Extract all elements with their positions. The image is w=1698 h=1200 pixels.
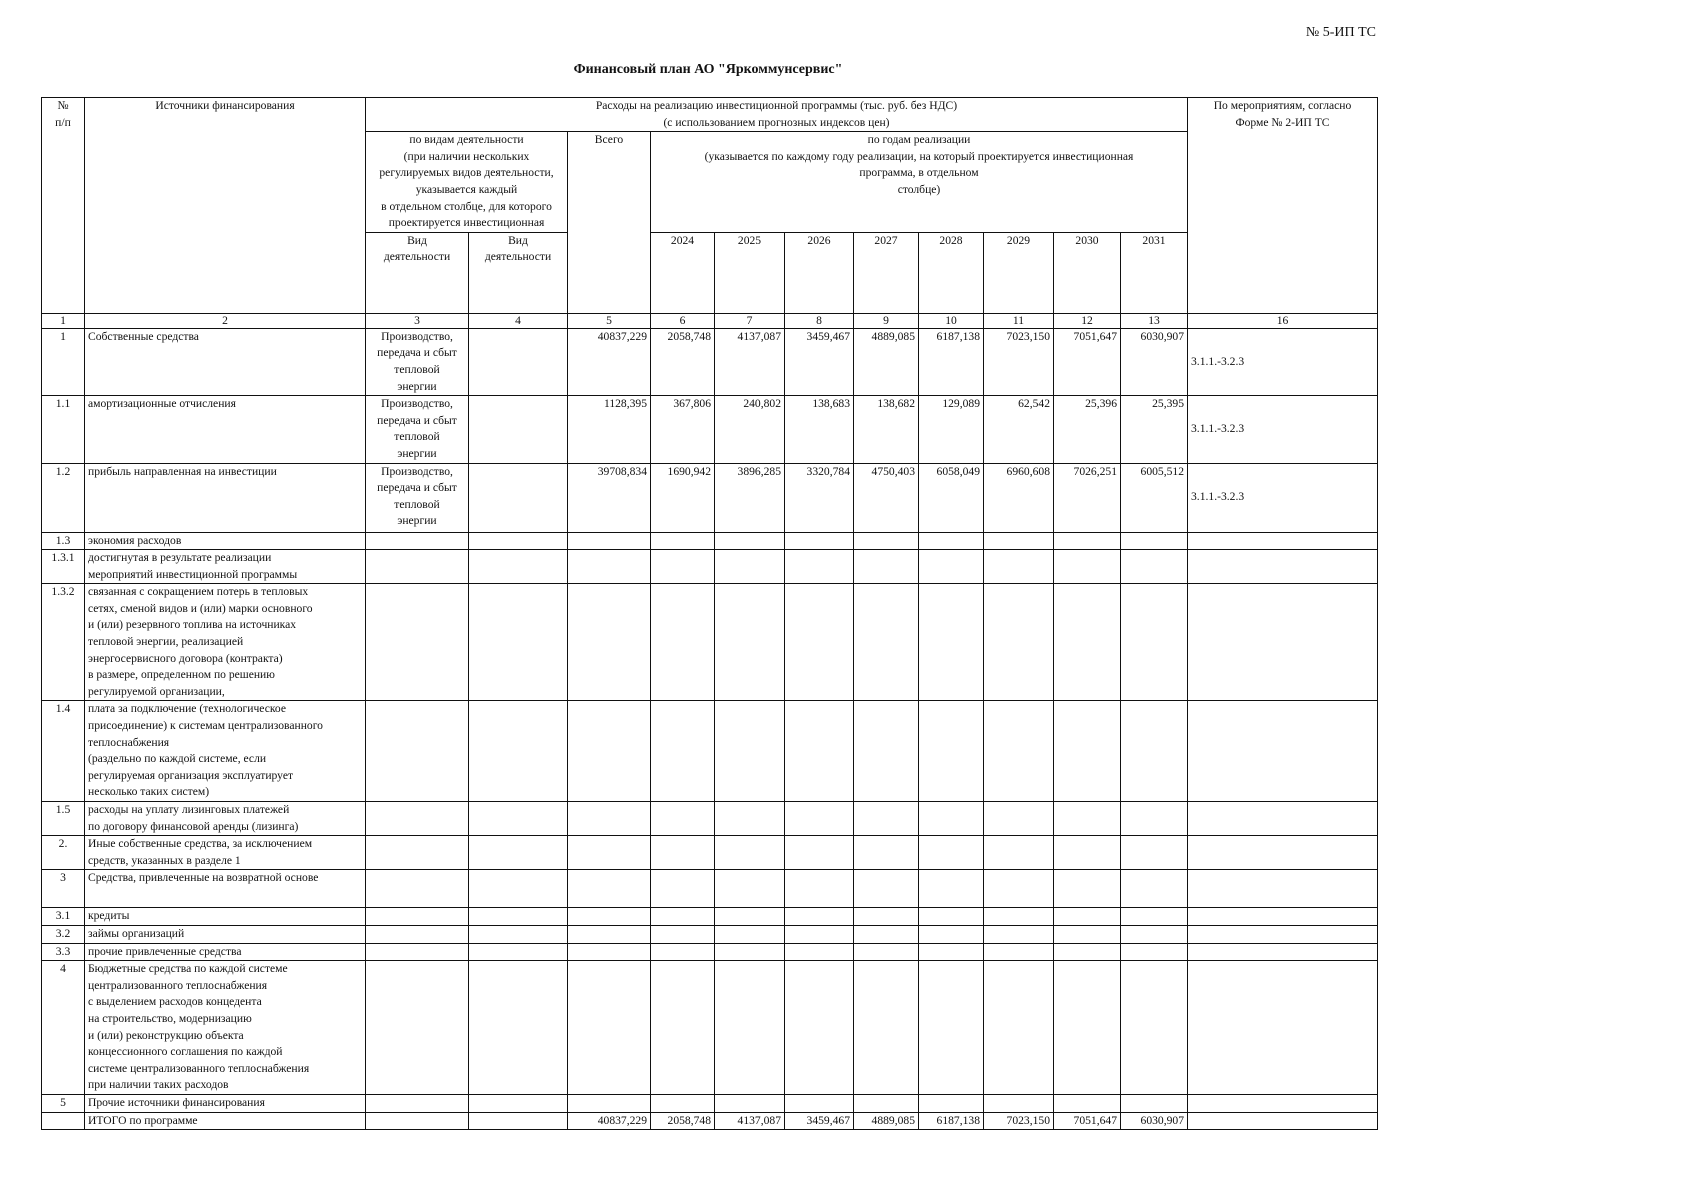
- source-name: достигнутая в результате реализации мероприятий инвестиционной программы: [85, 550, 366, 584]
- activity-type: [366, 701, 469, 802]
- header-by-years: по годам реализации (указывается по каждому году реализации, на который проектируется инвестиционная программа, в отдельном столбце): [651, 132, 1188, 233]
- activity-type-2: [469, 550, 568, 584]
- source-name: амортизационные отчисления: [85, 396, 366, 463]
- year-value: [1054, 701, 1121, 802]
- year-value: [1121, 943, 1188, 961]
- header-by-measures: По мероприятиям, согласно Форме № 2-ИП ТС: [1188, 98, 1378, 314]
- year-value: [1054, 961, 1121, 1095]
- year-value: [854, 943, 919, 961]
- year-value: [984, 943, 1054, 961]
- year-value: 3896,285: [715, 463, 785, 532]
- row-number: 1.3: [42, 532, 85, 550]
- year-value: [854, 550, 919, 584]
- source-name: связанная с сокращением потерь в тепловых сетях, сменой видов и (или) марки основного и (или) резервного топлива на источниках тепловой энергии, реализацией энергосервисного договора (контракта) в размере, определенном по решению регулируемой организации,: [85, 584, 366, 701]
- activity-type: [366, 532, 469, 550]
- table-row: [42, 396, 1378, 463]
- header-year: 2031: [1121, 232, 1188, 313]
- year-value: [919, 584, 984, 701]
- year-value: [854, 802, 919, 836]
- year-value: [715, 532, 785, 550]
- total-value: 1128,395: [568, 396, 651, 463]
- year-value: [1121, 532, 1188, 550]
- year-value: [984, 925, 1054, 943]
- header-year: 2028: [919, 232, 984, 313]
- year-value: [651, 532, 715, 550]
- activity-type: [366, 961, 469, 1095]
- activity-type: Производство, передача и сбыт тепловой энергии: [366, 396, 469, 463]
- table-row: [42, 870, 1378, 908]
- activity-type-2: [469, 701, 568, 802]
- year-value: [785, 961, 854, 1095]
- year-value: 62,542: [984, 396, 1054, 463]
- table-row: [42, 1094, 1378, 1112]
- year-value: 2058,748: [651, 1112, 715, 1130]
- activity-type-2: [469, 802, 568, 836]
- year-value: 6058,049: [919, 463, 984, 532]
- row-number: 4: [42, 961, 85, 1095]
- year-value: [715, 584, 785, 701]
- activity-type-2: [469, 463, 568, 532]
- header-source: Источники финансирования: [85, 98, 366, 314]
- year-value: 7023,150: [984, 328, 1054, 395]
- column-number: 11: [984, 313, 1054, 328]
- activity-type: [366, 908, 469, 926]
- column-number: 1: [42, 313, 85, 328]
- row-number: 1.3.2: [42, 584, 85, 701]
- table-row: [42, 908, 1378, 926]
- source-name: экономия расходов: [85, 532, 366, 550]
- column-number: 16: [1188, 313, 1378, 328]
- year-value: [919, 908, 984, 926]
- year-value: [919, 532, 984, 550]
- measures-ref: [1188, 802, 1378, 836]
- year-value: [919, 802, 984, 836]
- year-value: [1054, 925, 1121, 943]
- year-value: [1121, 925, 1188, 943]
- table-row: [42, 925, 1378, 943]
- year-value: 7023,150: [984, 1112, 1054, 1130]
- year-value: [984, 550, 1054, 584]
- year-value: [1121, 836, 1188, 870]
- year-value: [785, 943, 854, 961]
- year-value: [715, 908, 785, 926]
- year-value: [715, 943, 785, 961]
- column-number: 9: [854, 313, 919, 328]
- year-value: [651, 802, 715, 836]
- year-value: [715, 961, 785, 1095]
- total-value: 39708,834: [568, 463, 651, 532]
- year-value: 7051,647: [1054, 1112, 1121, 1130]
- measures-ref: [1188, 701, 1378, 802]
- year-value: 6960,608: [984, 463, 1054, 532]
- year-value: [651, 584, 715, 701]
- measures-ref: [1188, 836, 1378, 870]
- year-value: [1054, 584, 1121, 701]
- total-value: [568, 961, 651, 1095]
- year-value: [715, 1094, 785, 1112]
- column-number: 12: [1054, 313, 1121, 328]
- year-value: 6187,138: [919, 328, 984, 395]
- year-value: [1121, 1094, 1188, 1112]
- year-value: [785, 925, 854, 943]
- year-value: [984, 961, 1054, 1095]
- table-row: [42, 550, 1378, 584]
- year-value: 129,089: [919, 396, 984, 463]
- year-value: 4137,087: [715, 328, 785, 395]
- column-number: 4: [469, 313, 568, 328]
- year-value: [919, 701, 984, 802]
- year-value: [785, 1094, 854, 1112]
- activity-type-2: [469, 328, 568, 395]
- header-year: 2030: [1054, 232, 1121, 313]
- row-number: 3.1: [42, 908, 85, 926]
- year-value: [919, 961, 984, 1095]
- year-value: 6030,907: [1121, 328, 1188, 395]
- source-name: Собственные средства: [85, 328, 366, 395]
- year-value: [1054, 550, 1121, 584]
- year-value: [715, 925, 785, 943]
- table-row: [42, 1112, 1378, 1130]
- year-value: [785, 701, 854, 802]
- source-name: плата за подключение (технологическое присоединение) к системам централизованного теплоснабжения (раздельно по каждой системе, если регулируемая организация эксплуатирует несколько таких систем): [85, 701, 366, 802]
- total-value: [568, 550, 651, 584]
- activity-type: [366, 584, 469, 701]
- header-total: Всего: [568, 132, 651, 314]
- measures-ref: [1188, 870, 1378, 908]
- header-by-activity: по видам деятельности (при наличии нескольких регулируемых видов деятельности, указывается каждый в отдельном столбце, для которого проектируется инвестиционная: [366, 132, 568, 233]
- year-value: [919, 836, 984, 870]
- table-row: [42, 584, 1378, 701]
- year-value: [651, 836, 715, 870]
- source-name: прибыль направленная на инвестиции: [85, 463, 366, 532]
- measures-ref: [1188, 943, 1378, 961]
- year-value: [785, 870, 854, 908]
- measures-ref: [1188, 1094, 1378, 1112]
- table-row: [42, 961, 1378, 1095]
- column-number: 5: [568, 313, 651, 328]
- header-expenses: Расходы на реализацию инвестиционной программы (тыс. руб. без НДС) (с использованием прогнозных индексов цен): [366, 98, 1188, 132]
- column-number: 10: [919, 313, 984, 328]
- year-value: [651, 870, 715, 908]
- activity-type-2: [469, 925, 568, 943]
- total-value: [568, 925, 651, 943]
- total-value: [568, 908, 651, 926]
- activity-type: [366, 802, 469, 836]
- year-value: 6187,138: [919, 1112, 984, 1130]
- source-name: Прочие источники финансирования: [85, 1094, 366, 1112]
- total-value: [568, 701, 651, 802]
- year-value: [984, 802, 1054, 836]
- year-value: [651, 550, 715, 584]
- total-value: [568, 836, 651, 870]
- year-value: 4137,087: [715, 1112, 785, 1130]
- table-row: [42, 328, 1378, 395]
- year-value: [785, 836, 854, 870]
- header-activity-b: Вид деятельности: [469, 232, 568, 313]
- year-value: [715, 701, 785, 802]
- header-year: 2029: [984, 232, 1054, 313]
- year-value: [984, 532, 1054, 550]
- column-number: 2: [85, 313, 366, 328]
- year-value: 7026,251: [1054, 463, 1121, 532]
- year-value: [1121, 584, 1188, 701]
- total-value: [568, 802, 651, 836]
- year-value: [919, 550, 984, 584]
- year-value: [785, 532, 854, 550]
- activity-type: Производство, передача и сбыт тепловой энергии: [366, 328, 469, 395]
- year-value: [854, 961, 919, 1095]
- header-year: 2026: [785, 232, 854, 313]
- row-number: 3.3: [42, 943, 85, 961]
- year-value: 6005,512: [1121, 463, 1188, 532]
- year-value: [715, 802, 785, 836]
- year-value: 138,683: [785, 396, 854, 463]
- activity-type-2: [469, 870, 568, 908]
- header-activity-a: Вид деятельности: [366, 232, 469, 313]
- measures-ref: 3.1.1.-3.2.3: [1188, 463, 1378, 532]
- year-value: [785, 550, 854, 584]
- activity-type-2: [469, 396, 568, 463]
- year-value: [1054, 532, 1121, 550]
- year-value: [1121, 870, 1188, 908]
- activity-type-2: [469, 943, 568, 961]
- row-number: 1.5: [42, 802, 85, 836]
- year-value: [854, 701, 919, 802]
- activity-type-2: [469, 961, 568, 1095]
- year-value: 6030,907: [1121, 1112, 1188, 1130]
- row-number: 1.2: [42, 463, 85, 532]
- year-value: 240,802: [715, 396, 785, 463]
- year-value: [715, 550, 785, 584]
- row-number: 2.: [42, 836, 85, 870]
- column-number: 3: [366, 313, 469, 328]
- activity-type-2: [469, 1112, 568, 1130]
- year-value: [1121, 961, 1188, 1095]
- header-year: 2027: [854, 232, 919, 313]
- activity-type-2: [469, 584, 568, 701]
- header-year: 2024: [651, 232, 715, 313]
- source-name: кредиты: [85, 908, 366, 926]
- year-value: 2058,748: [651, 328, 715, 395]
- year-value: [651, 961, 715, 1095]
- total-value: [568, 1094, 651, 1112]
- year-value: [984, 908, 1054, 926]
- table-row: [42, 463, 1378, 532]
- total-value: [568, 943, 651, 961]
- year-value: 4889,085: [854, 1112, 919, 1130]
- year-value: 1690,942: [651, 463, 715, 532]
- source-name: займы организаций: [85, 925, 366, 943]
- activity-type: Производство, передача и сбыт тепловой энергии: [366, 463, 469, 532]
- year-value: [919, 870, 984, 908]
- year-value: [1054, 802, 1121, 836]
- document-title: Финансовый план АО "Яркоммунсервис": [573, 62, 843, 77]
- source-name: ИТОГО по программе: [85, 1112, 366, 1130]
- total-value: [568, 584, 651, 701]
- table-row: [42, 701, 1378, 802]
- year-value: 25,395: [1121, 396, 1188, 463]
- table-row: [42, 836, 1378, 870]
- source-name: Иные собственные средства, за исключением средств, указанных в разделе 1: [85, 836, 366, 870]
- year-value: 4889,085: [854, 328, 919, 395]
- year-value: [785, 908, 854, 926]
- form-number: № 5-ИП ТС: [1305, 25, 1376, 40]
- activity-type-2: [469, 908, 568, 926]
- year-value: [651, 908, 715, 926]
- year-value: [1121, 701, 1188, 802]
- year-value: [854, 908, 919, 926]
- year-value: [785, 584, 854, 701]
- year-value: [854, 870, 919, 908]
- year-value: [984, 584, 1054, 701]
- year-value: [984, 701, 1054, 802]
- activity-type: [366, 836, 469, 870]
- measures-ref: [1188, 961, 1378, 1095]
- column-number: 13: [1121, 313, 1188, 328]
- row-number: 1.4: [42, 701, 85, 802]
- year-value: [984, 1094, 1054, 1112]
- activity-type: [366, 943, 469, 961]
- year-value: [984, 870, 1054, 908]
- year-value: [854, 584, 919, 701]
- year-value: [651, 925, 715, 943]
- activity-type-2: [469, 532, 568, 550]
- measures-ref: [1188, 550, 1378, 584]
- year-value: [1121, 550, 1188, 584]
- total-value: [568, 870, 651, 908]
- year-value: [785, 802, 854, 836]
- table-row: [42, 943, 1378, 961]
- total-value: [568, 532, 651, 550]
- year-value: [919, 925, 984, 943]
- column-number: 6: [651, 313, 715, 328]
- year-value: [651, 943, 715, 961]
- column-number: 7: [715, 313, 785, 328]
- year-value: 4750,403: [854, 463, 919, 532]
- measures-ref: [1188, 908, 1378, 926]
- row-number: 1.3.1: [42, 550, 85, 584]
- year-value: 7051,647: [1054, 328, 1121, 395]
- year-value: [1121, 908, 1188, 926]
- row-number: 5: [42, 1094, 85, 1112]
- year-value: [919, 943, 984, 961]
- measures-ref: [1188, 1112, 1378, 1130]
- activity-type: [366, 1112, 469, 1130]
- year-value: 367,806: [651, 396, 715, 463]
- total-value: 40837,229: [568, 1112, 651, 1130]
- year-value: [854, 532, 919, 550]
- year-value: [651, 701, 715, 802]
- source-name: прочие привлеченные средства: [85, 943, 366, 961]
- year-value: [984, 836, 1054, 870]
- year-value: [854, 836, 919, 870]
- activity-type-2: [469, 836, 568, 870]
- year-value: 3459,467: [785, 328, 854, 395]
- year-value: [1054, 836, 1121, 870]
- year-value: [715, 836, 785, 870]
- source-name: расходы на уплату лизинговых платежей по договору финансовой аренды (лизинга): [85, 802, 366, 836]
- year-value: [854, 925, 919, 943]
- column-number: 8: [785, 313, 854, 328]
- year-value: [854, 1094, 919, 1112]
- measures-ref: 3.1.1.-3.2.3: [1188, 328, 1378, 395]
- activity-type: [366, 870, 469, 908]
- row-number: 1: [42, 328, 85, 395]
- measures-ref: [1188, 584, 1378, 701]
- row-number: 3.2: [42, 925, 85, 943]
- activity-type: [366, 550, 469, 584]
- measures-ref: 3.1.1.-3.2.3: [1188, 396, 1378, 463]
- year-value: 3320,784: [785, 463, 854, 532]
- row-number: [42, 1112, 85, 1130]
- year-value: [1054, 943, 1121, 961]
- table-row: [42, 532, 1378, 550]
- year-value: [1121, 802, 1188, 836]
- year-value: [919, 1094, 984, 1112]
- header-year: 2025: [715, 232, 785, 313]
- source-name: Средства, привлеченные на возвратной основе: [85, 870, 366, 908]
- source-name: Бюджетные средства по каждой системе централизованного теплоснабжения с выделением расходов концедента на строительство, модернизацию и (или) реконструкцию объекта концессионного соглашения по каждой системе централизованного теплоснабжения при наличии таких расходов: [85, 961, 366, 1095]
- row-number: 3: [42, 870, 85, 908]
- year-value: 25,396: [1054, 396, 1121, 463]
- year-value: 3459,467: [785, 1112, 854, 1130]
- financial-plan-table: [41, 97, 1378, 1130]
- header-num: № п/п: [42, 98, 85, 314]
- year-value: [651, 1094, 715, 1112]
- year-value: [1054, 1094, 1121, 1112]
- year-value: [715, 870, 785, 908]
- measures-ref: [1188, 925, 1378, 943]
- activity-type: [366, 925, 469, 943]
- activity-type: [366, 1094, 469, 1112]
- table-row: [42, 802, 1378, 836]
- year-value: [1054, 870, 1121, 908]
- year-value: [1054, 908, 1121, 926]
- measures-ref: [1188, 532, 1378, 550]
- total-value: 40837,229: [568, 328, 651, 395]
- year-value: 138,682: [854, 396, 919, 463]
- activity-type-2: [469, 1094, 568, 1112]
- row-number: 1.1: [42, 396, 85, 463]
